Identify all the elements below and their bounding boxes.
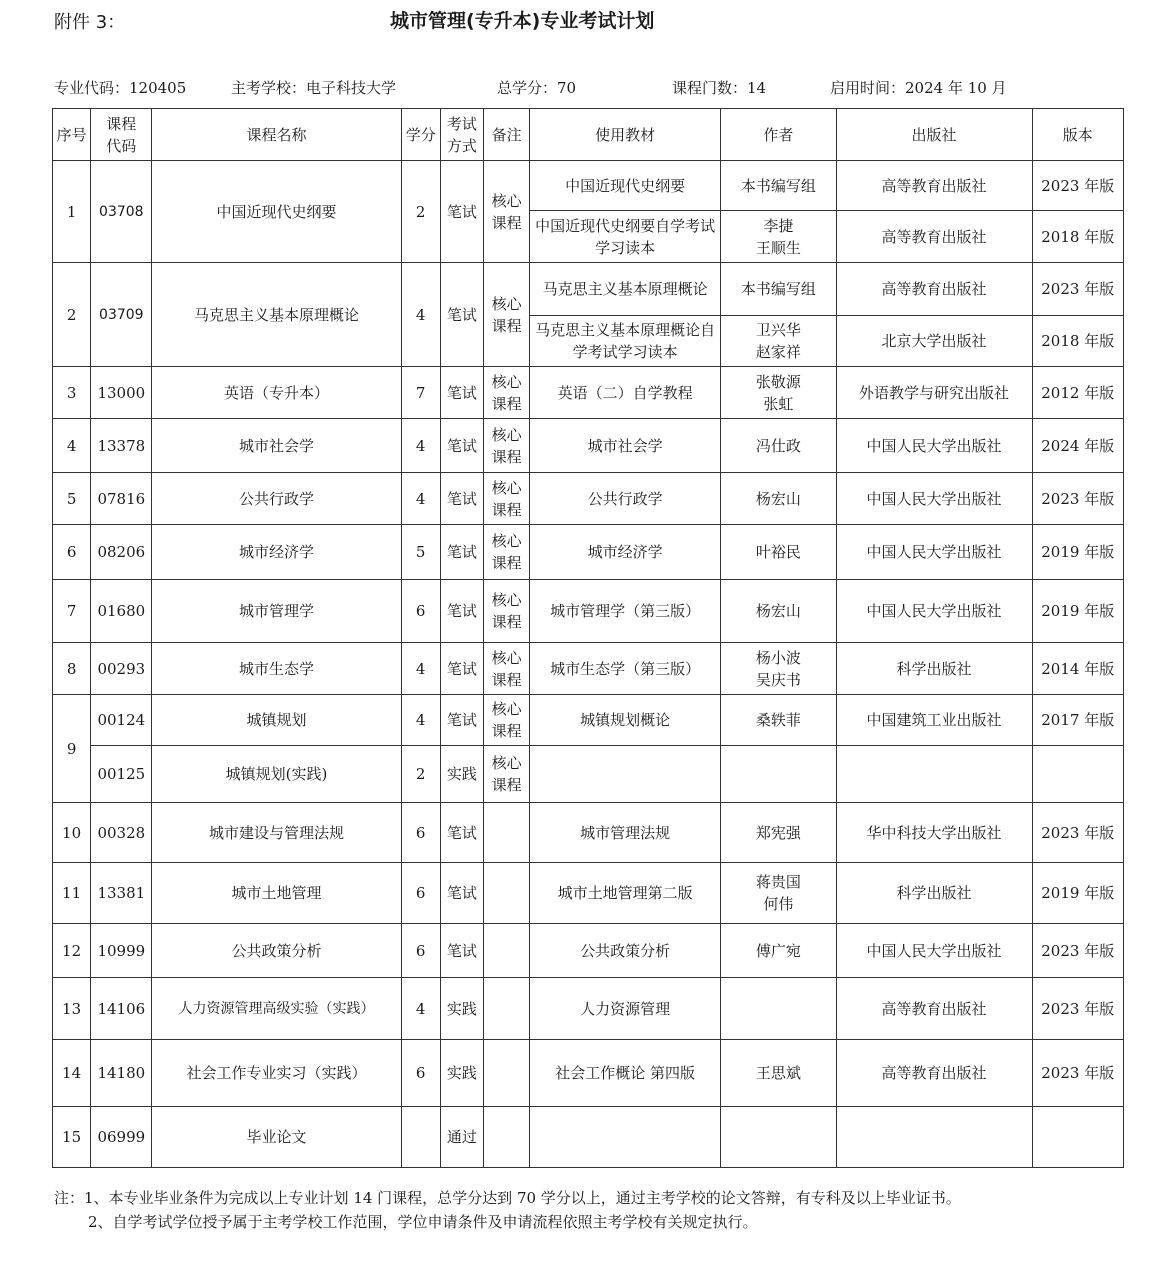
cell-author: 杨小波 吴庆书 — [721, 643, 837, 695]
cell-course-code: 03708 — [91, 161, 152, 263]
cell-course-code: 10999 — [91, 924, 152, 978]
cell-edition — [1032, 746, 1124, 803]
course-count: 课程门数：14 — [672, 79, 767, 97]
cell-textbook: 城市社会学 — [530, 419, 721, 473]
table-row — [53, 1107, 1124, 1168]
cell-credit: 6 — [401, 803, 440, 863]
cell-course-code: 14106 — [91, 978, 152, 1040]
cell-credit: 2 — [401, 161, 440, 263]
cell-no: 5 — [53, 473, 91, 525]
cell-exam-type: 笔试 — [440, 419, 483, 473]
cell-edition: 2014 年版 — [1032, 643, 1124, 695]
cell-author: 卫兴华 赵家祥 — [721, 316, 837, 367]
attachment-label: 附件 3： — [54, 12, 126, 33]
cell-credit: 4 — [401, 695, 440, 746]
cell-textbook: 公共政策分析 — [530, 924, 721, 978]
header-credit: 学分 — [401, 109, 440, 161]
cell-note — [483, 924, 529, 978]
cell-publisher: 科学出版社 — [836, 643, 1032, 695]
cell-textbook: 城镇规划概论 — [530, 695, 721, 746]
cell-exam-type: 笔试 — [440, 863, 483, 924]
table-row — [53, 367, 1124, 419]
table-row — [53, 263, 1124, 316]
cell-exam-type: 实践 — [440, 978, 483, 1040]
cell-note: 核心课程 — [483, 695, 529, 746]
cell-publisher: 中国人民大学出版社 — [836, 419, 1032, 473]
cell-no: 12 — [53, 924, 91, 978]
table-row — [53, 525, 1124, 580]
header-exam-type-line2: 方式 — [446, 136, 477, 155]
cell-exam-type: 实践 — [440, 746, 483, 803]
cell-course-code: 00293 — [91, 643, 152, 695]
cell-publisher — [836, 746, 1032, 803]
cell-credit: 2 — [401, 746, 440, 803]
cell-textbook: 中国近现代史纲要自学考试学习读本 — [530, 211, 721, 263]
cell-credit: 4 — [401, 473, 440, 525]
cell-no: 14 — [53, 1040, 91, 1107]
cell-course-code: 06999 — [91, 1107, 152, 1168]
cell-publisher: 外语教学与研究出版社 — [836, 367, 1032, 419]
cell-exam-type: 笔试 — [440, 580, 483, 643]
cell-course-code: 01680 — [91, 580, 152, 643]
cell-author: 郑宪强 — [721, 803, 837, 863]
cell-exam-type: 笔试 — [440, 803, 483, 863]
cell-edition: 2019 年版 — [1032, 525, 1124, 580]
cell-course-name: 城市土地管理 — [152, 863, 401, 924]
cell-publisher: 高等教育出版社 — [836, 1040, 1032, 1107]
cell-note: 核心课程 — [483, 161, 529, 263]
cell-exam-type: 笔试 — [440, 525, 483, 580]
cell-no: 4 — [53, 419, 91, 473]
total-credits: 总学分：70 — [497, 79, 577, 97]
cell-author — [721, 978, 837, 1040]
cell-publisher: 高等教育出版社 — [836, 978, 1032, 1040]
table-row — [53, 746, 1124, 803]
cell-course-code: 00124 — [91, 695, 152, 746]
cell-course-name: 人力资源管理高级实验（实践） — [152, 978, 401, 1040]
cell-edition: 2023 年版 — [1032, 803, 1124, 863]
cell-note — [483, 863, 529, 924]
cell-note — [483, 978, 529, 1040]
cell-course-code: 13378 — [91, 419, 152, 473]
cell-credit — [401, 1107, 440, 1168]
cell-credit: 6 — [401, 863, 440, 924]
major-code: 专业代码：120405 — [54, 79, 187, 97]
cell-publisher: 中国人民大学出版社 — [836, 580, 1032, 643]
cell-author: 本书编写组 — [721, 161, 837, 211]
cell-publisher: 高等教育出版社 — [836, 263, 1032, 316]
cell-textbook: 城市管理学（第三版） — [530, 580, 721, 643]
cell-author: 王思斌 — [721, 1040, 837, 1107]
cell-exam-type: 笔试 — [440, 695, 483, 746]
cell-course-code: 07816 — [91, 473, 152, 525]
cell-course-name: 城镇规划(实践) — [152, 746, 401, 803]
cell-publisher: 华中科技大学出版社 — [836, 803, 1032, 863]
cell-note: 核心课程 — [483, 473, 529, 525]
cell-exam-type: 笔试 — [440, 473, 483, 525]
cell-author: 桑轶菲 — [721, 695, 837, 746]
cell-textbook: 城市生态学（第三版） — [530, 643, 721, 695]
cell-author — [721, 746, 837, 803]
page-title: 城市管理(专升本)专业考试计划 — [390, 10, 655, 32]
table-row — [53, 863, 1124, 924]
table-row — [53, 580, 1124, 643]
cell-textbook: 社会工作概论 第四版 — [530, 1040, 721, 1107]
cell-course-name: 城市社会学 — [152, 419, 401, 473]
table-row — [53, 978, 1124, 1040]
cell-author: 李捷 王顺生 — [721, 211, 837, 263]
cell-textbook: 城市土地管理第二版 — [530, 863, 721, 924]
cell-textbook: 马克思主义基本原理概论自学考试学习读本 — [530, 316, 721, 367]
cell-edition: 2019 年版 — [1032, 863, 1124, 924]
cell-textbook: 英语（二）自学教程 — [530, 367, 721, 419]
cell-course-code: 13381 — [91, 863, 152, 924]
cell-credit: 6 — [401, 580, 440, 643]
header-course-code-line1: 课程 — [106, 114, 137, 133]
cell-textbook: 城市管理法规 — [530, 803, 721, 863]
header-note: 备注 — [483, 109, 529, 161]
cell-note: 核心课程 — [483, 746, 529, 803]
cell-publisher — [836, 1107, 1032, 1168]
cell-publisher: 中国建筑工业出版社 — [836, 695, 1032, 746]
table-row — [53, 161, 1124, 211]
cell-credit: 5 — [401, 525, 440, 580]
footnote-2: 2、自学考试学位授予属于主考学校工作范围，学位申请条件及申请流程依照主考学校有关规定执行。 — [88, 1213, 758, 1231]
header-no: 序号 — [53, 109, 91, 161]
header-course-code — [91, 109, 152, 161]
cell-author: 蒋贵国 何伟 — [721, 863, 837, 924]
cell-textbook: 城市经济学 — [530, 525, 721, 580]
cell-no: 10 — [53, 803, 91, 863]
cell-publisher: 高等教育出版社 — [836, 161, 1032, 211]
table-row — [53, 803, 1124, 863]
cell-author — [721, 1107, 837, 1168]
table-row — [53, 1040, 1124, 1107]
table-row — [53, 643, 1124, 695]
cell-credit: 7 — [401, 367, 440, 419]
cell-publisher: 中国人民大学出版社 — [836, 924, 1032, 978]
cell-textbook: 中国近现代史纲要 — [530, 161, 721, 211]
cell-note: 核心课程 — [483, 525, 529, 580]
cell-course-name: 中国近现代史纲要 — [152, 161, 401, 263]
cell-author: 冯仕政 — [721, 419, 837, 473]
cell-credit: 4 — [401, 978, 440, 1040]
cell-note — [483, 803, 529, 863]
cell-edition: 2023 年版 — [1032, 263, 1124, 316]
cell-note: 核心课程 — [483, 263, 529, 367]
cell-textbook: 马克思主义基本原理概论 — [530, 263, 721, 316]
table-row — [53, 419, 1124, 473]
cell-author: 本书编写组 — [721, 263, 837, 316]
cell-no: 1 — [53, 161, 91, 263]
cell-edition: 2019 年版 — [1032, 580, 1124, 643]
cell-note: 核心课程 — [483, 367, 529, 419]
cell-credit: 6 — [401, 1040, 440, 1107]
header-edition: 版本 — [1032, 109, 1124, 161]
cell-course-code: 08206 — [91, 525, 152, 580]
cell-course-name: 社会工作专业实习（实践） — [152, 1040, 401, 1107]
cell-course-name: 城市建设与管理法规 — [152, 803, 401, 863]
cell-course-code: 14180 — [91, 1040, 152, 1107]
table-row — [53, 924, 1124, 978]
cell-no: 6 — [53, 525, 91, 580]
cell-publisher: 中国人民大学出版社 — [836, 473, 1032, 525]
start-date: 启用时间：2024 年 10 月 — [830, 79, 1007, 97]
header-exam-type — [440, 109, 483, 161]
cell-course-name: 英语（专升本） — [152, 367, 401, 419]
cell-publisher: 中国人民大学出版社 — [836, 525, 1032, 580]
cell-textbook — [530, 1107, 721, 1168]
header-course-name: 课程名称 — [152, 109, 401, 161]
cell-credit: 4 — [401, 263, 440, 367]
cell-author: 傅广宛 — [721, 924, 837, 978]
cell-publisher: 高等教育出版社 — [836, 211, 1032, 263]
cell-course-code: 03709 — [91, 263, 152, 367]
cell-no: 3 — [53, 367, 91, 419]
header-author: 作者 — [721, 109, 837, 161]
cell-no: 9 — [53, 695, 91, 803]
cell-note: 核心课程 — [483, 643, 529, 695]
cell-edition: 2012 年版 — [1032, 367, 1124, 419]
cell-course-code: 00125 — [91, 746, 152, 803]
cell-edition: 2023 年版 — [1032, 473, 1124, 525]
table-row — [53, 695, 1124, 746]
cell-course-code: 00328 — [91, 803, 152, 863]
cell-no: 15 — [53, 1107, 91, 1168]
exam-plan-table — [52, 108, 1124, 1168]
cell-exam-type: 笔试 — [440, 643, 483, 695]
host-school: 主考学校：电子科技大学 — [231, 79, 397, 97]
cell-publisher: 北京大学出版社 — [836, 316, 1032, 367]
cell-exam-type: 笔试 — [440, 924, 483, 978]
cell-author: 叶裕民 — [721, 525, 837, 580]
cell-edition — [1032, 1107, 1124, 1168]
cell-course-name: 城市经济学 — [152, 525, 401, 580]
cell-edition: 2018 年版 — [1032, 316, 1124, 367]
cell-author: 张敬源 张虹 — [721, 367, 837, 419]
cell-course-name: 公共政策分析 — [152, 924, 401, 978]
cell-note: 核心课程 — [483, 419, 529, 473]
cell-no: 13 — [53, 978, 91, 1040]
cell-edition: 2018 年版 — [1032, 211, 1124, 263]
table-header-row — [53, 109, 1124, 161]
header-textbook: 使用教材 — [530, 109, 721, 161]
cell-exam-type: 笔试 — [440, 367, 483, 419]
cell-exam-type: 笔试 — [440, 263, 483, 367]
header-exam-type-line1: 考试 — [446, 114, 477, 133]
cell-publisher: 科学出版社 — [836, 863, 1032, 924]
cell-textbook — [530, 746, 721, 803]
cell-no: 11 — [53, 863, 91, 924]
cell-course-name: 马克思主义基本原理概论 — [152, 263, 401, 367]
cell-course-name: 城市管理学 — [152, 580, 401, 643]
cell-edition: 2024 年版 — [1032, 419, 1124, 473]
cell-course-code: 13000 — [91, 367, 152, 419]
cell-credit: 4 — [401, 643, 440, 695]
cell-edition: 2023 年版 — [1032, 924, 1124, 978]
header-course-code-line2: 代码 — [106, 136, 137, 155]
cell-no: 7 — [53, 580, 91, 643]
table-row — [53, 473, 1124, 525]
footnotes — [54, 1186, 961, 1234]
cell-course-name: 城镇规划 — [152, 695, 401, 746]
cell-textbook: 人力资源管理 — [530, 978, 721, 1040]
cell-note: 核心课程 — [483, 580, 529, 643]
cell-credit: 4 — [401, 419, 440, 473]
cell-course-name: 毕业论文 — [152, 1107, 401, 1168]
cell-author: 杨宏山 — [721, 580, 837, 643]
cell-no: 2 — [53, 263, 91, 367]
cell-credit: 6 — [401, 924, 440, 978]
footnote-1: 注：1、本专业毕业条件为完成以上专业计划 14 门课程，总学分达到 70 学分以上，通过主考学校的论文答辩，有专科及以上毕业证书。 — [54, 1189, 961, 1207]
cell-exam-type: 通过 — [440, 1107, 483, 1168]
cell-exam-type: 实践 — [440, 1040, 483, 1107]
cell-exam-type: 笔试 — [440, 161, 483, 263]
cell-edition: 2023 年版 — [1032, 1040, 1124, 1107]
cell-course-name: 公共行政学 — [152, 473, 401, 525]
cell-note — [483, 1107, 529, 1168]
cell-edition: 2023 年版 — [1032, 161, 1124, 211]
cell-author: 杨宏山 — [721, 473, 837, 525]
cell-course-name: 城市生态学 — [152, 643, 401, 695]
cell-textbook: 公共行政学 — [530, 473, 721, 525]
cell-edition: 2023 年版 — [1032, 978, 1124, 1040]
header-publisher: 出版社 — [836, 109, 1032, 161]
cell-edition: 2017 年版 — [1032, 695, 1124, 746]
cell-no: 8 — [53, 643, 91, 695]
cell-note — [483, 1040, 529, 1107]
